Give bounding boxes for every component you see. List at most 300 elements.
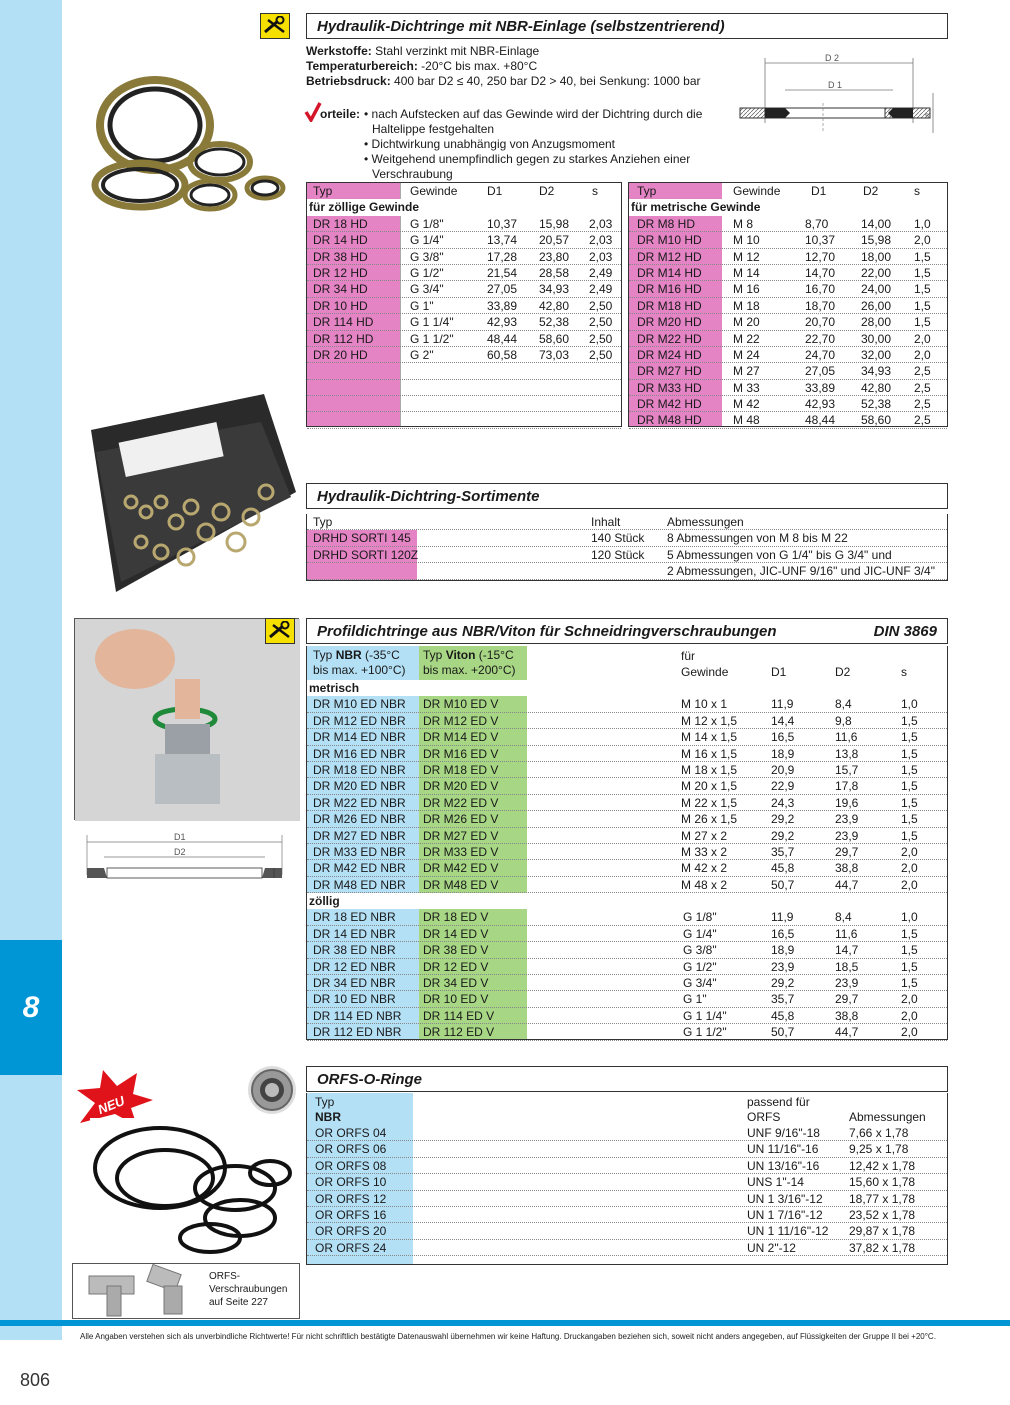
table-cell: 1,5: [914, 315, 931, 330]
table-cell: DR M8 HD: [637, 216, 696, 231]
table-zoellig-hd: [306, 182, 622, 427]
table-cell: DR M18 ED V: [423, 762, 499, 777]
table-cell: DR 112 ED V: [423, 1025, 495, 1040]
table-cell: DR M20 HD: [637, 315, 702, 330]
table-row: [307, 811, 947, 827]
table-cell: 1,5: [901, 943, 918, 958]
table-cell: 2,0: [901, 1008, 918, 1023]
table-cell: M 10: [733, 233, 760, 248]
product-photo-orings: [90, 1118, 295, 1258]
section-label: für metrische Gewinde: [629, 199, 947, 215]
table-row: [307, 746, 947, 762]
spec-block: Werkstoffe: Stahl verzinkt mit NBR-Einlage Temperaturbereich: -20°C bis max. +80°C Betriebsdruck: 400 bar D2 ≤ 40, 250 bar D2 > 40, bei Senkung: 1000 bar: [306, 44, 701, 88]
table-row: [307, 563, 947, 579]
table-row: [629, 412, 947, 428]
table-cell: 44,7: [835, 1025, 859, 1040]
table-cell: M 33 x 2: [681, 844, 728, 859]
table-cell: DR 34 ED NBR: [313, 976, 396, 991]
table-cell: 11,6: [835, 730, 858, 745]
table-cell: OR ORFS 06: [315, 1142, 387, 1157]
table-row: [629, 232, 947, 248]
table-cell: DR 38 HD: [313, 249, 368, 264]
table-row: [307, 1240, 947, 1256]
table-cell: 2,5: [914, 397, 931, 412]
table-header: Typ Gewinde D1 D2 s: [637, 184, 920, 198]
table-cell: DR M42 ED NBR: [313, 861, 406, 876]
table-cell: UN 1 11/16"-12: [747, 1224, 829, 1239]
section-title-profildichtringe: Profildichtringe aus NBR/Viton für Schneidringverschraubungen DIN 3869: [306, 618, 948, 644]
table-cell: G 1 1/2": [683, 1025, 727, 1040]
table-cell: 24,3: [771, 795, 795, 810]
table-cell: G 1": [410, 298, 434, 313]
table-cell: 48,44: [487, 331, 518, 346]
table-cell: 28,58: [539, 265, 570, 280]
table-cell: M 42 x 2: [681, 861, 728, 876]
table-cell: DR M22 ED V: [423, 795, 499, 810]
table-cell: 23,9: [771, 959, 795, 974]
table-cell: 32,00: [861, 347, 892, 362]
diagram-s-label: s: [275, 871, 279, 878]
table-cell: 52,38: [539, 315, 570, 330]
table-cell: 15,60 x 1,78: [849, 1175, 916, 1190]
table-cell: 27,05: [487, 282, 518, 297]
table-cell: DR M16 ED NBR: [313, 746, 406, 761]
table-metrisch-hd: [628, 182, 948, 427]
table-profildichtringe: [306, 646, 948, 1040]
table-cell: OR ORFS 04: [315, 1126, 387, 1140]
table-row: [307, 331, 621, 347]
table-cell: 1,0: [901, 910, 918, 925]
wrench-icon: [260, 13, 290, 39]
product-photo-sortiment: [86, 392, 298, 594]
table-cell: DR M16 HD: [637, 282, 702, 297]
table-cell: DR 14 ED NBR: [313, 926, 396, 941]
table-cell: G 1/4": [683, 926, 717, 941]
table-cell: G 1": [683, 992, 707, 1007]
table-cell: 11,9: [771, 697, 794, 712]
table-cell: G 3/8": [410, 249, 444, 264]
table-cell: 29,2: [771, 828, 795, 843]
table-cell: 1,5: [901, 746, 918, 761]
vorteile-list: • nach Aufstecken auf das Gewinde wird der Dichtring durch die Haltelippe festgehalten • Dichtwirkung unabhängig von Anzugsmoment • Weitgehend unempfindlich gegen zu starkes Anziehen einer Verschraubung: [364, 107, 703, 181]
table-cell: 29,87 x 1,78: [849, 1224, 916, 1239]
table-row: [307, 347, 621, 363]
section-label-metrisch: metrisch: [307, 680, 947, 696]
table-cell: 28,00: [861, 315, 892, 330]
table-cell: 1,0: [914, 216, 931, 231]
table-cell: DR M18 HD: [637, 298, 702, 313]
table-row: [307, 265, 621, 281]
footer-bar: [0, 1320, 1010, 1326]
table-cell: 45,8: [771, 861, 795, 876]
table-cell: 11,9: [771, 910, 794, 925]
table-cell: 20,9: [771, 762, 795, 777]
table-cell: 2,0: [914, 331, 931, 346]
table-cell: DR M10 ED NBR: [313, 697, 406, 712]
table-row: [307, 1223, 947, 1239]
table-cell: 38,8: [835, 861, 859, 876]
table-cell: 73,03: [539, 347, 570, 362]
table-row: [307, 877, 947, 893]
reference-box[interactable]: ORFS- Verschraubungen auf Seite 227: [72, 1263, 300, 1319]
table-cell: M 14: [733, 265, 760, 280]
table-cell: 30,00: [861, 331, 892, 346]
table-header: Typ NBR (-35°C bis max. +100°C) Typ Viton (-15°C bis max. +200°C) für Gewinde D1 D2 s: [313, 648, 907, 679]
table-cell: 1,5: [901, 828, 918, 843]
table-cell: DR M48 ED NBR: [313, 877, 406, 892]
table-cell: 1,5: [901, 779, 918, 794]
table-cell: 11,6: [835, 926, 858, 941]
table-row: [307, 1024, 947, 1040]
table-cell: 29,2: [771, 812, 795, 827]
table-cell: 2,5: [914, 413, 931, 428]
table-row: [307, 530, 947, 546]
table-cell: 8,70: [805, 216, 829, 231]
table-row: [629, 347, 947, 363]
table-cell: OR ORFS 20: [315, 1224, 387, 1239]
table-cell: M 20: [733, 315, 760, 330]
table-row: [629, 298, 947, 314]
orfs-fitting-icon: [248, 1066, 296, 1114]
table-cell: 14,00: [861, 216, 892, 231]
table-cell: DR M12 ED V: [423, 713, 499, 728]
table-row: [629, 380, 947, 396]
table-cell: DR 20 HD: [313, 347, 368, 362]
table-cell: 2,0: [901, 844, 918, 859]
table-cell: 10,37: [805, 233, 836, 248]
table-row: [629, 363, 947, 379]
table-cell: M 27: [733, 364, 760, 379]
table-row: [307, 314, 621, 330]
table-row: [307, 696, 947, 712]
table-cell: M 18 x 1,5: [681, 762, 738, 777]
table-cell: 2,50: [589, 331, 613, 346]
table-cell: UN 2"-12: [747, 1240, 796, 1255]
table-cell: DR M12 HD: [637, 249, 702, 264]
table-cell: DRHD SORTI 145: [313, 531, 411, 546]
table-cell: UNS 1"-14: [747, 1175, 804, 1190]
table-row: [629, 249, 947, 265]
table-row: [629, 265, 947, 281]
table-cell: DR 38 ED NBR: [313, 943, 396, 958]
table-cell: DR M48 HD: [637, 413, 702, 428]
table-cell: OR ORFS 24: [315, 1240, 387, 1255]
table-row: [307, 232, 621, 248]
table-cell: M 14 x 1,5: [681, 730, 738, 745]
wrench-icon: [265, 618, 295, 644]
table-cell: 24,70: [805, 347, 836, 362]
table-row: [307, 778, 947, 794]
section-title-dichtringe: Hydraulik-Dichtringe mit NBR-Einlage (selbstzentrierend): [306, 13, 948, 39]
table-cell: 22,9: [771, 779, 795, 794]
page-number: 806: [20, 1370, 51, 1390]
table-row: [307, 942, 947, 958]
table-cell: DR M33 HD: [637, 380, 702, 395]
diagram-d2-label: D 2: [825, 53, 840, 63]
table-cell: 2,49: [589, 282, 613, 297]
table-row: [307, 828, 947, 844]
table-cell: 45,8: [771, 1008, 795, 1023]
table-cell: 42,80: [539, 298, 570, 313]
table-cell: DR 10 ED NBR: [313, 992, 396, 1007]
table-cell: 44,7: [835, 877, 859, 892]
table-cell: DR 18 HD: [313, 216, 368, 231]
table-row: [629, 396, 947, 412]
table-cell: DR 14 ED V: [423, 926, 489, 941]
table-cell: DR 34 ED V: [423, 976, 489, 991]
table-cell: 2,03: [589, 249, 613, 264]
table-cell: 17,8: [835, 779, 859, 794]
table-cell: 2,5: [914, 380, 931, 395]
table-cell: M 24: [733, 347, 760, 362]
table-cell: 50,7: [771, 1025, 795, 1040]
table-row: [307, 281, 621, 297]
table-cell: 8,4: [835, 697, 852, 712]
table-cell: 2,0: [914, 233, 931, 248]
table-cell: 34,93: [861, 364, 892, 379]
table-row: [629, 216, 947, 232]
table-cell: DR M10 HD: [637, 233, 702, 248]
table-row: [307, 844, 947, 860]
table-cell: G 1/8": [683, 910, 717, 925]
table-cell: M 26 x 1,5: [681, 812, 738, 827]
table-cell: 23,52 x 1,78: [849, 1207, 916, 1222]
table-cell: DR M14 ED V: [423, 730, 499, 745]
table-cell: DR 14 HD: [313, 233, 368, 248]
table-cell: G 1/8": [410, 216, 444, 231]
table-cell: 52,38: [861, 397, 892, 412]
table-cell: M 42: [733, 397, 760, 412]
table-cell: 20,70: [805, 315, 836, 330]
table-cell: 15,98: [539, 216, 570, 231]
table-cell: 18,5: [835, 959, 859, 974]
table-cell: 1,5: [901, 762, 918, 777]
table-cell: 19,6: [835, 795, 859, 810]
table-cell: M 33: [733, 380, 760, 395]
table-cell: M 8: [733, 216, 754, 231]
table-cell: 42,93: [487, 315, 518, 330]
table-cell: M 18: [733, 298, 760, 313]
table-row: [307, 1207, 947, 1223]
table-cell: DR 12 ED V: [423, 959, 489, 974]
table-cell: 23,9: [835, 976, 859, 991]
table-cell: 13,8: [835, 746, 859, 761]
table-cell: 14,4: [771, 713, 795, 728]
svg-text:NEU: NEU: [95, 1092, 127, 1118]
table-cell: 37,82 x 1,78: [849, 1240, 916, 1255]
table-cell: 21,54: [487, 265, 518, 280]
table-cell: M 16: [733, 282, 760, 297]
section-label-zoellig: zöllig: [307, 893, 947, 909]
table-cell: 12,70: [805, 249, 836, 264]
table-cell: 50,7: [771, 877, 795, 892]
table-cell: UN 11/16"-16: [747, 1142, 819, 1157]
table-cell: G 1 1/4": [410, 315, 454, 330]
table-cell: DR M16 ED V: [423, 746, 499, 761]
table-cell: DR M27 HD: [637, 364, 702, 379]
table-cell: 2,50: [589, 315, 613, 330]
table-cell: 9,8: [835, 713, 852, 728]
table-cell: M 12 x 1,5: [681, 713, 738, 728]
table-row: [307, 1191, 947, 1207]
table-cell: DR 18 ED NBR: [313, 910, 396, 925]
table-cell: G 1 1/2": [410, 331, 454, 346]
table-cell: UN 1 7/16"-12: [747, 1207, 823, 1222]
table-cell: 23,80: [539, 249, 570, 264]
table-cell: DR M12 ED NBR: [313, 713, 406, 728]
table-cell: DR M24 HD: [637, 347, 702, 362]
table-cell: DR M10 ED V: [423, 697, 499, 712]
table-cell: G 3/8": [683, 943, 717, 958]
table-row-empty: [307, 363, 621, 379]
table-cell: 12,42 x 1,78: [849, 1158, 916, 1173]
table-cell: 2,0: [901, 861, 918, 876]
table-row: [307, 1125, 947, 1141]
table-row: [307, 547, 947, 563]
table-row: [629, 331, 947, 347]
table-cell: 20,57: [539, 233, 570, 248]
table-row: [307, 1174, 947, 1190]
table-cell: 2,03: [589, 233, 613, 248]
table-cell: 18,9: [771, 746, 795, 761]
table-cell: 22,00: [861, 265, 892, 280]
product-photo-dichtringe: [85, 65, 295, 215]
table-cell: DR M20 ED NBR: [313, 779, 406, 794]
table-cell: 34,93: [539, 282, 570, 297]
table-cell: 1,5: [901, 730, 918, 745]
table-row: [307, 713, 947, 729]
diagram-dichtring-hd: [735, 48, 950, 146]
table-cell: 29,7: [835, 992, 859, 1007]
table-cell: 23,9: [835, 828, 859, 843]
table-cell: 1,5: [901, 976, 918, 991]
table-cell: 1,5: [901, 959, 918, 974]
table-cell: DR M22 HD: [637, 331, 702, 346]
table-cell: 2,0: [914, 347, 931, 362]
table-cell: DR 10 ED V: [423, 992, 489, 1007]
table-cell: 42,93: [805, 397, 836, 412]
table-cell: 33,89: [487, 298, 518, 313]
table-cell: DR M22 ED NBR: [313, 795, 406, 810]
table-row: [307, 909, 947, 925]
table-cell: DR M48 ED V: [423, 877, 499, 892]
chapter-tab[interactable]: 8: [0, 940, 62, 1075]
table-cell: DR 114 ED NBR: [313, 1008, 402, 1023]
table-row: [307, 860, 947, 876]
table-cell: 120 Stück: [591, 547, 645, 562]
table-cell: 33,89: [805, 380, 836, 395]
table-cell: DR M33 ED NBR: [313, 844, 406, 859]
table-cell: G 1/2": [683, 959, 717, 974]
table-cell: 140 Stück: [591, 531, 645, 546]
diagram-s-label: s: [925, 111, 929, 120]
table-row: [629, 281, 947, 297]
table-cell: 2,0: [901, 877, 918, 892]
table-cell: DR M42 ED V: [423, 861, 499, 876]
table-cell: DRHD SORTI 120Z: [313, 547, 419, 562]
table-cell: DR 114 ED V: [423, 1008, 495, 1023]
table-cell: 2,0: [901, 992, 918, 1007]
table-cell: G 2": [410, 347, 434, 362]
table-cell: 35,7: [771, 844, 795, 859]
table-row-empty: [307, 380, 621, 396]
table-cell: DR M27 ED V: [423, 828, 499, 843]
table-cell: 1,5: [914, 282, 931, 297]
table-cell: 14,70: [805, 265, 836, 280]
table-cell: G 3/4": [410, 282, 444, 297]
table-cell: 18,9: [771, 943, 795, 958]
table-cell: 16,5: [771, 926, 795, 941]
table-row: [307, 991, 947, 1007]
table-cell: 15,98: [861, 233, 892, 248]
table-cell: 16,5: [771, 730, 795, 745]
table-cell: M 10 x 1: [681, 697, 728, 712]
table-cell: DR M33 ED V: [423, 844, 499, 859]
table-cell: 1,5: [901, 926, 918, 941]
footnote: Alle Angaben verstehen sich als unverbindliche Richtwerte! Für nicht schriftlich bestätigte Datenauswahl übernehmen wir keine Haftung. Druckangaben beziehen sich, soweit nicht anders angegeben, auf Flüssigkeiten der Gruppe II bei +20°C.: [80, 1332, 936, 1341]
table-cell: 2,50: [589, 347, 613, 362]
table-cell: G 3/4": [683, 976, 717, 991]
diagram-d1-label: D 1: [828, 80, 843, 90]
table-sortimente: [306, 514, 948, 581]
table-cell: DR M26 ED V: [423, 812, 499, 827]
table-cell: 9,25 x 1,78: [849, 1142, 909, 1157]
table-cell: G 1/4": [410, 233, 444, 248]
table-cell: 5 Abmessungen von G 1/4" bis G 3/4" und: [667, 547, 892, 562]
table-row: [307, 298, 621, 314]
table-cell: UN 13/16"-16: [747, 1158, 820, 1173]
table-row: [307, 729, 947, 745]
sidebar: [0, 0, 62, 1340]
table-cell: M 48 x 2: [681, 877, 728, 892]
table-cell: 2 Abmessungen, JIC-UNF 9/16" und JIC-UNF 3/4": [667, 564, 935, 579]
table-cell: DR M27 ED NBR: [313, 828, 406, 843]
table-cell: 29,7: [835, 844, 859, 859]
table-cell: 15,7: [835, 762, 859, 777]
table-cell: 18,00: [861, 249, 892, 264]
table-cell: 24,00: [861, 282, 892, 297]
table-row: [307, 1008, 947, 1024]
table-cell: 22,70: [805, 331, 836, 346]
table-cell: 18,70: [805, 298, 836, 313]
table-cell: OR ORFS 12: [315, 1191, 387, 1206]
table-row: [307, 975, 947, 991]
section-label: für zöllige Gewinde: [307, 199, 621, 215]
table-cell: OR ORFS 10: [315, 1175, 387, 1190]
table-cell: M 22 x 1,5: [681, 795, 738, 810]
table-cell: 1,5: [914, 265, 931, 280]
table-cell: 2,50: [589, 298, 613, 313]
table-cell: DR 112 ED NBR: [313, 1025, 402, 1040]
table-cell: 1,5: [901, 795, 918, 810]
table-cell: 38,8: [835, 1008, 859, 1023]
table-cell: 2,5: [914, 364, 931, 379]
table-cell: M 22: [733, 331, 760, 346]
table-cell: DR M18 ED NBR: [313, 762, 406, 777]
table-cell: UN 1 3/16"-12: [747, 1191, 823, 1206]
table-cell: 2,49: [589, 265, 613, 280]
table-cell: 1,5: [914, 249, 931, 264]
table-row: [307, 1141, 947, 1157]
table-cell: G 1 1/4": [683, 1008, 727, 1023]
section-title-orfs: ORFS-O-Ringe: [306, 1066, 948, 1092]
table-cell: M 16 x 1,5: [681, 746, 738, 761]
table-cell: 29,2: [771, 976, 795, 991]
table-cell: DR 18 ED V: [423, 910, 489, 925]
table-cell: M 12: [733, 249, 760, 264]
table-cell: 58,60: [539, 331, 570, 346]
table-row: [307, 762, 947, 778]
